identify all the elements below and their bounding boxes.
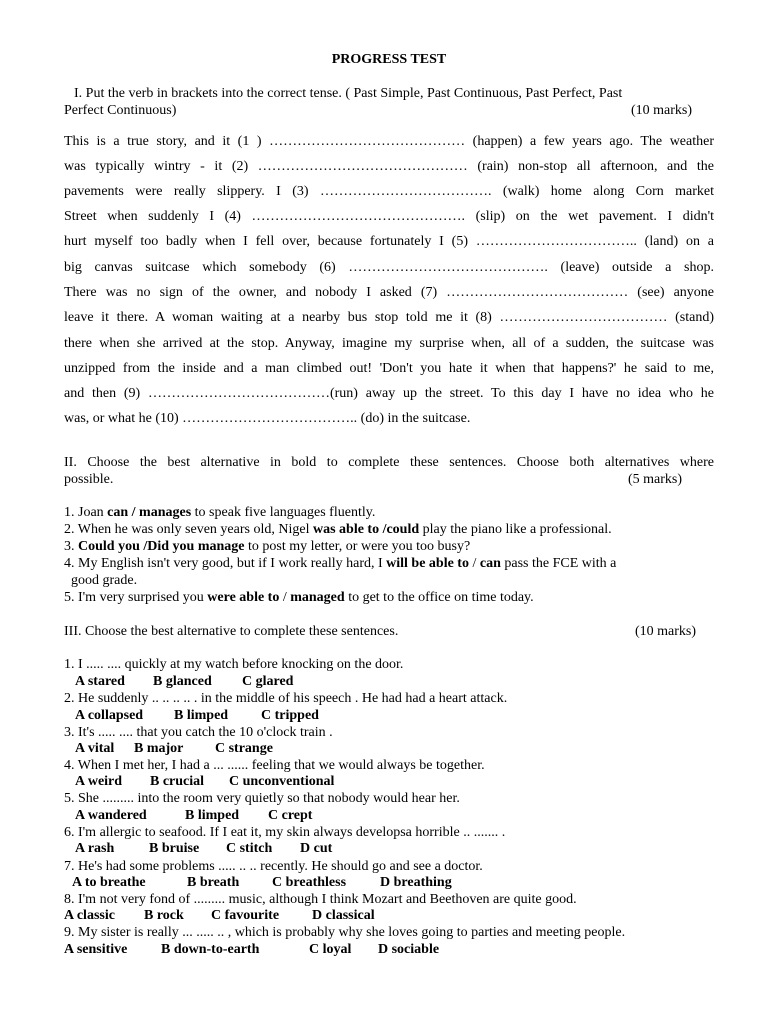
option-a: A collapsed: [75, 708, 144, 723]
question-text: 1. I ..... .... quickly at my watch before knocking on the door.: [64, 657, 404, 672]
question-text: 4. When I met her, I had a ... ...... feeling that we would always be together.: [64, 758, 485, 773]
option-b: B limped: [185, 808, 240, 823]
option-a: A to breathe: [72, 875, 146, 890]
section-3-instruction: [64, 623, 714, 640]
story-line: This is a true story, and it (1 ) …………………………………… (happen) a few years ago. The weather: [64, 134, 714, 149]
option-c: C unconventional: [229, 774, 335, 789]
section-2-instruction-line1: II. Choose the best alternative in bold to complete these sentences. Choose both alternatives where: [64, 455, 714, 470]
story-line: was, or what he (10) ……………………………….. (do) in the suitcase.: [64, 411, 471, 426]
option-c: C loyal: [309, 942, 352, 957]
story-line: and then (9) …………………………………(run) away up the street. To this day I have no idea who he: [64, 386, 714, 401]
section-2-marks: (5 marks): [627, 472, 682, 487]
section-2-instruction-line2: possible.: [64, 472, 114, 487]
option-b: B major: [134, 741, 184, 756]
section-3-marks: (10 marks): [634, 624, 696, 639]
option-d: D breathing: [380, 875, 452, 890]
story-line: pavements were really slippery. I (3) ………………………………. (walk) home along Corn market: [64, 184, 714, 199]
story-line: Street when suddenly I (4) ………………………………………. (slip) on the wet pavement. I didn't: [64, 209, 714, 224]
option-d: D classical: [312, 908, 375, 923]
section-1-marks: (10 marks): [630, 103, 692, 118]
option-c: C tripped: [261, 708, 319, 723]
section-1-instruction-line1: I. Put the verb in brackets into the correct tense. ( Past Simple, Past Continuous, Past Perfect, Past: [74, 86, 623, 101]
question-text: 8. I'm not very fond of ......... music, although I think Mozart and Beethoven are quite good.: [64, 892, 577, 907]
section-2-item: 3. Could you /Did you manage to post my letter, or were you too busy?: [64, 539, 471, 554]
section-3-instruction-text: III. Choose the best alternative to complete these sentences.: [64, 624, 399, 639]
section-2-item: 2. When he was only seven years old, Nigel was able to /could play the piano like a professional.: [64, 522, 612, 537]
story-line: there when she arrived at the stop. Anyway, imagine my surprise when, all of a sudden, the suitcase was: [64, 336, 714, 351]
option-b: B bruise: [149, 841, 200, 856]
story-line: unzipped from the inside and a man climbed out! 'Don't you hate it when that happens?' he said to me,: [64, 361, 714, 376]
question-text: 3. It's ..... .... that you catch the 10 o'clock train .: [64, 725, 333, 740]
option-a: A stared: [75, 674, 125, 689]
section-1-instruction-line2: Perfect Continuous): [64, 103, 177, 118]
question-text: 6. I'm allergic to seafood. If I eat it, my skin always developsa horrible .. ....... .: [64, 825, 506, 840]
section-2-item: 1. Joan can / manages to speak five languages fluently.: [64, 505, 376, 520]
section-2-instruction: [64, 454, 714, 488]
story-line: leave it there. A woman waiting at a nearby bus stop told me it (8) ……………………………… (stand): [64, 310, 714, 325]
question-text: 2. He suddenly .. .. .. .. . in the middle of his speech . He had had a heart attack.: [64, 691, 508, 706]
option-b: B down-to-earth: [161, 942, 260, 957]
story-line: hurt myself too badly when I fell over, because fortunately I (5) …………………………….. (land) on a: [64, 234, 714, 249]
option-a: A wandered: [75, 808, 147, 823]
option-b: B rock: [144, 908, 184, 923]
section-2-item: 5. I'm very surprised you were able to / managed to get to the office on time today.: [64, 590, 534, 605]
option-b: B glanced: [153, 674, 212, 689]
option-d: D sociable: [378, 942, 440, 957]
story-line: was typically wintry - it (2) ……………………………………… (rain) non-stop all afternoon, and the: [64, 159, 714, 174]
section-2-item: 4. My English isn't very good, but if I work really hard, I will be able to / can pass the FCE with a: [64, 556, 617, 571]
page-title: PROGRESS TEST: [331, 52, 447, 67]
story-line: There was no sign of the owner, and nobody I asked (7) ………………………………… (see) anyone: [64, 285, 714, 300]
option-c: C breathless: [272, 875, 347, 890]
question-text: 9. My sister is really ... ..... .. , which is probably why she loves going to parties and meeting people.: [64, 925, 626, 940]
option-a: A weird: [75, 774, 123, 789]
option-d: D cut: [300, 841, 333, 856]
option-a: A rash: [75, 841, 115, 856]
option-a: A classic: [64, 908, 115, 923]
option-c: C favourite: [211, 908, 280, 923]
option-b: B breath: [187, 875, 240, 890]
option-c: C stitch: [226, 841, 273, 856]
option-c: C strange: [215, 741, 273, 756]
section-2-item-continued: good grade.: [71, 573, 138, 588]
option-c: C glared: [242, 674, 294, 689]
option-a: A sensitive: [64, 942, 128, 957]
story-line: big canvas suitcase which somebody (6) ……………………………………. (leave) outside a shop.: [64, 260, 714, 275]
section-1-instruction: [64, 85, 714, 119]
option-c: C crept: [268, 808, 313, 823]
option-b: B limped: [174, 708, 229, 723]
option-b: B crucial: [150, 774, 205, 789]
question-text: 5. She ......... into the room very quietly so that nobody would hear her.: [64, 791, 460, 806]
option-a: A vital: [75, 741, 115, 756]
question-text: 7. He's had some problems ..... .. .. recently. He should go and see a doctor.: [64, 859, 483, 874]
